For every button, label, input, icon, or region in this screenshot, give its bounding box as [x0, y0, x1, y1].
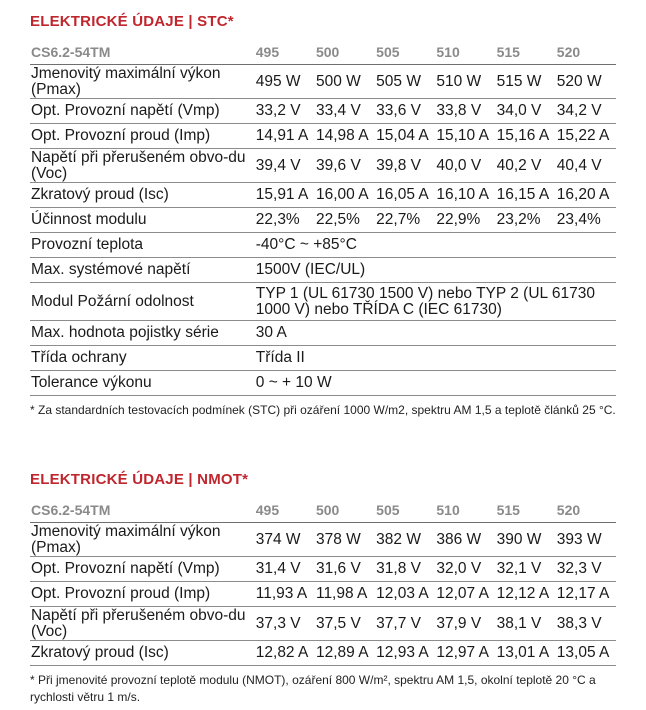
column-header: 510 [435, 498, 495, 523]
row-label: Zkratový proud (Isc) [30, 641, 255, 666]
table-row [30, 99, 616, 124]
stc-section [30, 11, 630, 419]
cell-value: 39,4 V [255, 149, 315, 183]
stc-title: ELEKTRICKÉ ÚDAJE | STC* [30, 13, 234, 30]
table-row [30, 557, 616, 582]
span-value: 30 A [255, 321, 616, 346]
nmot-footnote: * Při jmenovité provozní teplotě modulu (NMOT), ozáření 800 W/m², spektru AM 1,5, okolní teplotě 20 °C a rychlosti větru 1 m/s. [30, 673, 596, 704]
cell-value: 12,12 A [496, 582, 556, 607]
row-label: Třída ochrany [30, 346, 255, 371]
cell-value: 13,05 A [556, 641, 616, 666]
cell-value: 13,01 A [496, 641, 556, 666]
row-label: Max. systémové napětí [30, 258, 255, 283]
table-row [30, 523, 616, 557]
table-row [30, 321, 616, 346]
cell-value: 16,00 A [315, 183, 375, 208]
cell-value: 11,93 A [255, 582, 315, 607]
cell-value: 34,0 V [496, 99, 556, 124]
cell-value: 12,03 A [375, 582, 435, 607]
cell-value: 23,2% [496, 208, 556, 233]
cell-value: 393 W [556, 523, 616, 557]
row-label: Opt. Provozní napětí (Vmp) [30, 99, 255, 124]
nmot-title: ELEKTRICKÉ ÚDAJE | NMOT* [30, 471, 249, 488]
column-header: 520 [556, 40, 616, 65]
cell-value: 510 W [435, 65, 495, 99]
model-header: CS6.2-54TM [30, 40, 255, 65]
cell-value: 12,93 A [375, 641, 435, 666]
row-label: Napětí při přerušeném obvo-du (Voc) [30, 149, 255, 183]
row-label: Jmenovitý maximální výkon (Pmax) [30, 65, 255, 99]
cell-value: 38,3 V [556, 607, 616, 641]
row-label: Napětí při přerušeném obvo-du (Voc) [30, 607, 255, 641]
cell-value: 33,2 V [255, 99, 315, 124]
cell-value: 505 W [375, 65, 435, 99]
cell-value: 12,82 A [255, 641, 315, 666]
table-row [30, 582, 616, 607]
cell-value: 12,07 A [435, 582, 495, 607]
cell-value: 22,7% [375, 208, 435, 233]
table-row [30, 607, 616, 641]
table-row [30, 641, 616, 666]
cell-value: 15,91 A [255, 183, 315, 208]
row-label: Účinnost modulu [30, 208, 255, 233]
table-row [30, 283, 616, 321]
table-row [30, 183, 616, 208]
cell-value: 14,98 A [315, 124, 375, 149]
cell-value: 12,17 A [556, 582, 616, 607]
table-row [30, 149, 616, 183]
cell-value: 22,3% [255, 208, 315, 233]
cell-value: 39,6 V [315, 149, 375, 183]
cell-value: 34,2 V [556, 99, 616, 124]
span-value: TYP 1 (UL 61730 1500 V) nebo TYP 2 (UL 61730 1000 V) nebo TŘÍDA C (IEC 61730) [255, 283, 616, 321]
cell-value: 39,8 V [375, 149, 435, 183]
cell-value: 32,0 V [435, 557, 495, 582]
span-value: Třída II [255, 346, 616, 371]
cell-value: 382 W [375, 523, 435, 557]
cell-value: 390 W [496, 523, 556, 557]
row-label: Modul Požární odolnost [30, 283, 255, 321]
row-label: Zkratový proud (Isc) [30, 183, 255, 208]
cell-value: 32,3 V [556, 557, 616, 582]
column-header: 515 [496, 498, 556, 523]
cell-value: 520 W [556, 65, 616, 99]
cell-value: 38,1 V [496, 607, 556, 641]
cell-value: 16,10 A [435, 183, 495, 208]
column-header: 520 [556, 498, 616, 523]
row-label: Opt. Provozní napětí (Vmp) [30, 557, 255, 582]
column-header: 495 [255, 40, 315, 65]
cell-value: 15,04 A [375, 124, 435, 149]
cell-value: 37,5 V [315, 607, 375, 641]
cell-value: 37,3 V [255, 607, 315, 641]
column-header: 505 [375, 498, 435, 523]
cell-value: 31,8 V [375, 557, 435, 582]
table-row [30, 208, 616, 233]
cell-value: 33,4 V [315, 99, 375, 124]
nmot-section [30, 469, 630, 706]
cell-value: 22,5% [315, 208, 375, 233]
cell-value: 378 W [315, 523, 375, 557]
cell-value: 15,16 A [496, 124, 556, 149]
cell-value: 37,7 V [375, 607, 435, 641]
cell-value: 500 W [315, 65, 375, 99]
cell-value: 12,97 A [435, 641, 495, 666]
cell-value: 22,9% [435, 208, 495, 233]
row-label: Max. hodnota pojistky série [30, 321, 255, 346]
column-header: 500 [315, 40, 375, 65]
row-label: Tolerance výkonu [30, 371, 255, 396]
nmot-table [30, 498, 616, 666]
table-row [30, 258, 616, 283]
cell-value: 495 W [255, 65, 315, 99]
table-row [30, 371, 616, 396]
cell-value: 40,2 V [496, 149, 556, 183]
cell-value: 15,10 A [435, 124, 495, 149]
span-value: -40°C ~ +85°C [255, 233, 616, 258]
cell-value: 16,05 A [375, 183, 435, 208]
cell-value: 15,22 A [556, 124, 616, 149]
row-label: Provozní teplota [30, 233, 255, 258]
cell-value: 33,6 V [375, 99, 435, 124]
cell-value: 37,9 V [435, 607, 495, 641]
nmot-header-row [30, 498, 616, 523]
cell-value: 386 W [435, 523, 495, 557]
cell-value: 40,0 V [435, 149, 495, 183]
cell-value: 32,1 V [496, 557, 556, 582]
cell-value: 515 W [496, 65, 556, 99]
row-label: Opt. Provozní proud (Imp) [30, 124, 255, 149]
cell-value: 16,15 A [496, 183, 556, 208]
column-header: 495 [255, 498, 315, 523]
table-row [30, 124, 616, 149]
table-row [30, 65, 616, 99]
stc-footnote: * Za standardních testovacích podmínek (STC) při ozáření 1000 W/m2, spektru AM 1,5 a teplotě článků 25 °C. [30, 403, 616, 417]
cell-value: 12,89 A [315, 641, 375, 666]
cell-value: 11,98 A [315, 582, 375, 607]
cell-value: 14,91 A [255, 124, 315, 149]
span-value: 1500V (IEC/UL) [255, 258, 616, 283]
column-header: 515 [496, 40, 556, 65]
span-value: 0 ~ + 10 W [255, 371, 616, 396]
column-header: 505 [375, 40, 435, 65]
cell-value: 31,6 V [315, 557, 375, 582]
cell-value: 374 W [255, 523, 315, 557]
column-header: 500 [315, 498, 375, 523]
stc-header-row [30, 40, 616, 65]
cell-value: 33,8 V [435, 99, 495, 124]
stc-table [30, 40, 616, 396]
cell-value: 40,4 V [556, 149, 616, 183]
row-label: Opt. Provozní proud (Imp) [30, 582, 255, 607]
cell-value: 23,4% [556, 208, 616, 233]
cell-value: 31,4 V [255, 557, 315, 582]
column-header: 510 [435, 40, 495, 65]
table-row [30, 346, 616, 371]
row-label: Jmenovitý maximální výkon (Pmax) [30, 523, 255, 557]
cell-value: 16,20 A [556, 183, 616, 208]
table-row [30, 233, 616, 258]
model-header: CS6.2-54TM [30, 498, 255, 523]
